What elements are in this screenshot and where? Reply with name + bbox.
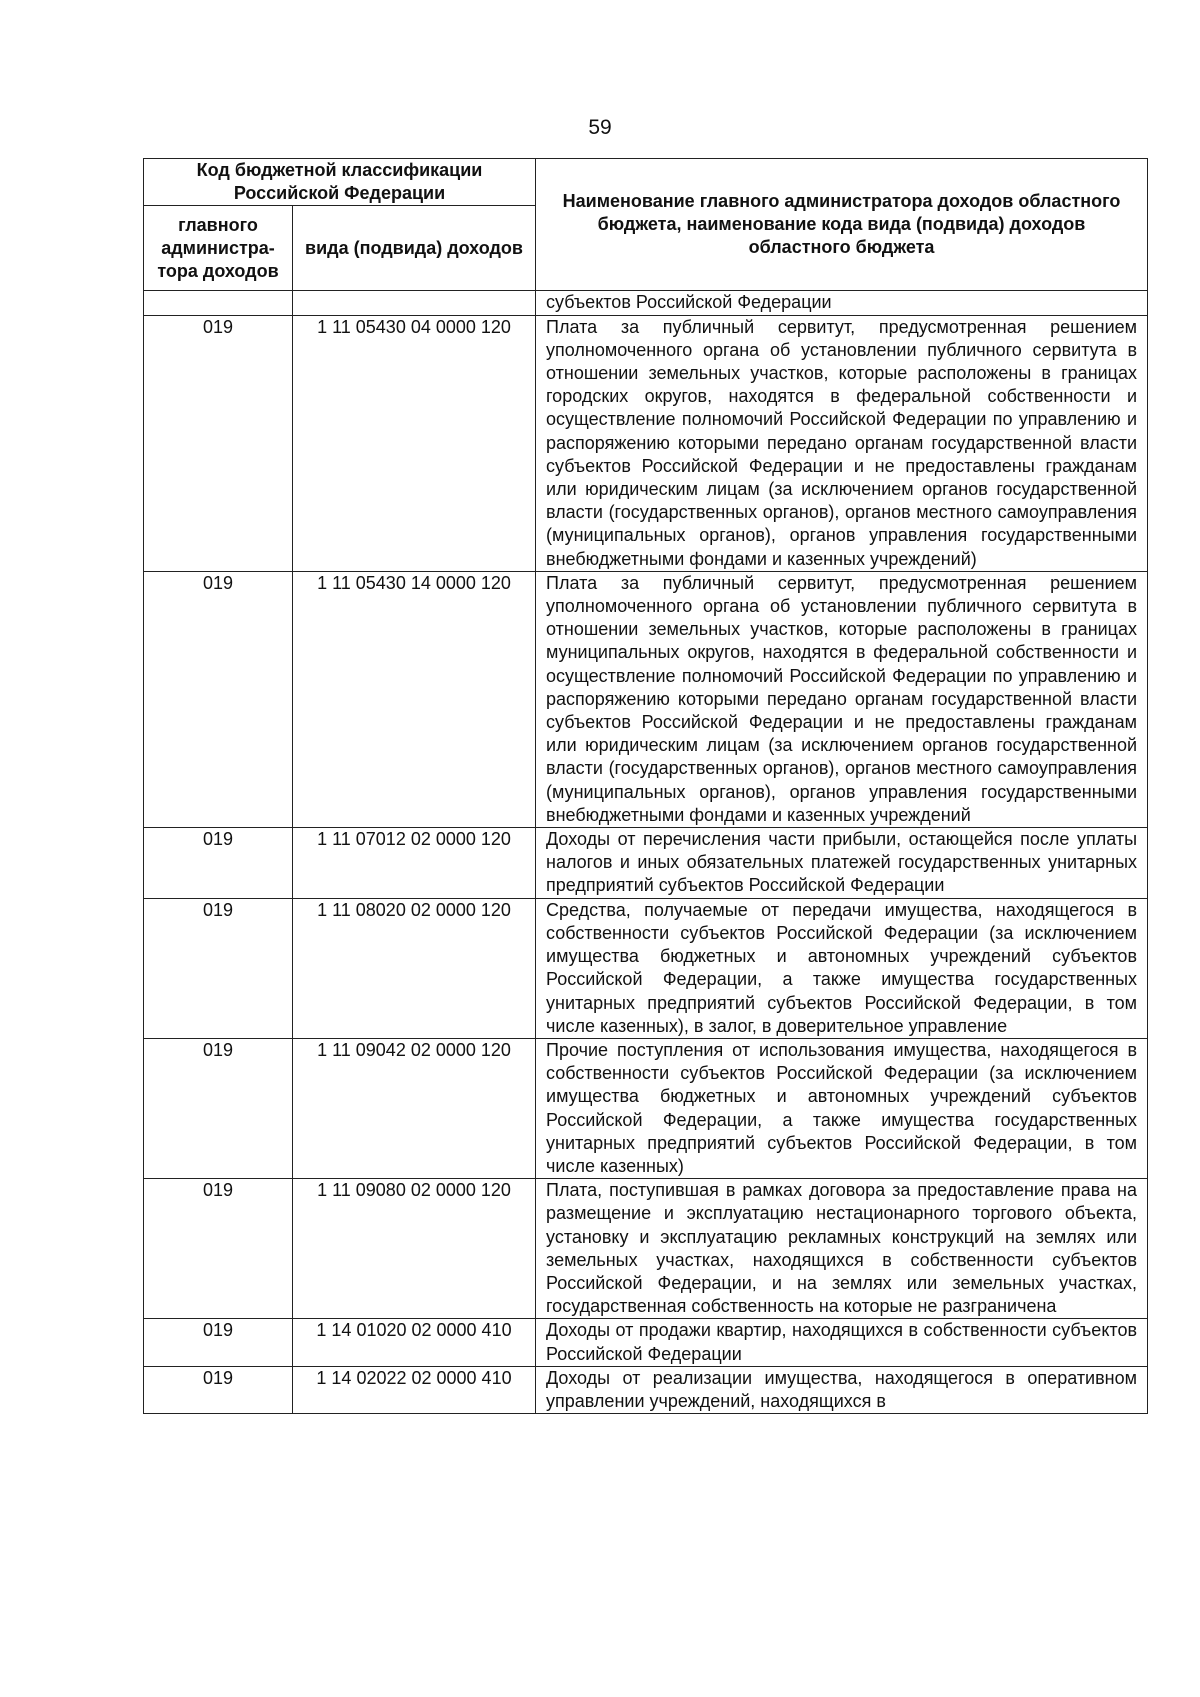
page-number: 59 <box>588 116 612 139</box>
admin-code-cell: 019 <box>144 828 293 899</box>
income-name-cell: Плата за публичный сервитут, предусмотренная решением уполномоченного органа об установлении публичного сервитута в отношении земельных участков, которые расположены в границах городских округов, находятся в федеральной собственности и осуществление полномочий Российской Федерации по управлению и распоряжению которыми передано органам государственной власти субъектов Российской Федерации и не предоставлены гражданам или юридическим лицам (за исключением органов государственной власти (государственных органов), органов местного самоуправления (муниципальных органов), органов управления государственными внебюджетными фондами и казенных учреждений) <box>536 315 1148 571</box>
admin-code-cell: 019 <box>144 315 293 571</box>
income-code-cell: 1 11 07012 02 0000 120 <box>293 828 536 899</box>
income-code-cell: 1 14 01020 02 0000 410 <box>293 1319 536 1366</box>
admin-code-cell: 019 <box>144 1038 293 1178</box>
table-row <box>144 571 1148 827</box>
table-body <box>144 291 1148 1414</box>
table-row <box>144 315 1148 571</box>
income-code-cell: 1 14 02022 02 0000 410 <box>293 1366 536 1413</box>
table-row <box>144 1038 1148 1178</box>
header-type-column: вида (подвида) доходов <box>293 206 536 291</box>
income-name-cell: Плата, поступившая в рамках договора за предоставление права на размещение и эксплуатацию нестационарного торгового объекта, установку и эксплуатацию рекламных конструкций на землях или земельных участках, находящихся в собственности субъектов Российской Федерации, и на землях или земельных участках, государственная собственность на которые не разграничена <box>536 1179 1148 1319</box>
header-group-title: Код бюджетной классификации Российской Федерации <box>144 159 536 206</box>
income-name-cell: Плата за публичный сервитут, предусмотренная решением уполномоченного органа об установлении публичного сервитута в отношении земельных участков, которые расположены в границах муниципальных округов, находятся в федеральной собственности и осуществление полномочий Российской Федерации по управлению и распоряжению которыми передано органам государственной власти субъектов Российской Федерации и не предоставлены гражданам или юридическим лицам (за исключением органов государственной власти (государственных органов), органов местного самоуправления (муниципальных органов), органов управления государственными внебюджетными фондами и казенных учреждений <box>536 571 1148 827</box>
table-row <box>144 1319 1148 1366</box>
header-row-top <box>144 159 1148 206</box>
table-row <box>144 291 1148 315</box>
budget-classification-table <box>143 158 1148 1414</box>
table-row <box>144 828 1148 899</box>
table-row <box>144 1366 1148 1413</box>
header-name-column: Наименование главного администратора доходов областного бюджета, наименование кода вида (подвида) доходов областного бюджета <box>536 159 1148 291</box>
admin-code-cell: 019 <box>144 898 293 1038</box>
header-admin-column: главного администра-тора доходов <box>144 206 293 291</box>
income-code-cell <box>293 291 536 315</box>
table-row <box>144 898 1148 1038</box>
admin-code-cell <box>144 291 293 315</box>
admin-code-cell: 019 <box>144 571 293 827</box>
income-name-cell: Доходы от продажи квартир, находящихся в собственности субъектов Российской Федерации <box>536 1319 1148 1366</box>
income-name-cell: Средства, получаемые от передачи имущества, находящегося в собственности субъектов Российской Федерации (за исключением имущества бюджетных и автономных учреждений субъектов Российской Федерации, а также имущества государственных унитарных предприятий субъектов Российской Федерации, в том числе казенных), в залог, в доверительное управление <box>536 898 1148 1038</box>
income-code-cell: 1 11 08020 02 0000 120 <box>293 898 536 1038</box>
admin-code-cell: 019 <box>144 1179 293 1319</box>
table-row <box>144 1179 1148 1319</box>
income-code-cell: 1 11 09080 02 0000 120 <box>293 1179 536 1319</box>
income-name-cell: Прочие поступления от использования имущества, находящегося в собственности субъектов Российской Федерации (за исключением имущества бюджетных и автономных учреждений субъектов Российской Федерации, а также имущества государственных унитарных предприятий субъектов Российской Федерации, в том числе казенных) <box>536 1038 1148 1178</box>
income-code-cell: 1 11 05430 04 0000 120 <box>293 315 536 571</box>
income-name-cell: Доходы от перечисления части прибыли, остающейся после уплаты налогов и иных обязательных платежей государственных унитарных предприятий субъектов Российской Федерации <box>536 828 1148 899</box>
income-code-cell: 1 11 09042 02 0000 120 <box>293 1038 536 1178</box>
income-code-cell: 1 11 05430 14 0000 120 <box>293 571 536 827</box>
income-name-cell: субъектов Российской Федерации <box>536 291 1148 315</box>
income-name-cell: Доходы от реализации имущества, находящегося в оперативном управлении учреждений, находящихся в <box>536 1366 1148 1413</box>
table-header <box>144 159 1148 291</box>
admin-code-cell: 019 <box>144 1366 293 1413</box>
admin-code-cell: 019 <box>144 1319 293 1366</box>
